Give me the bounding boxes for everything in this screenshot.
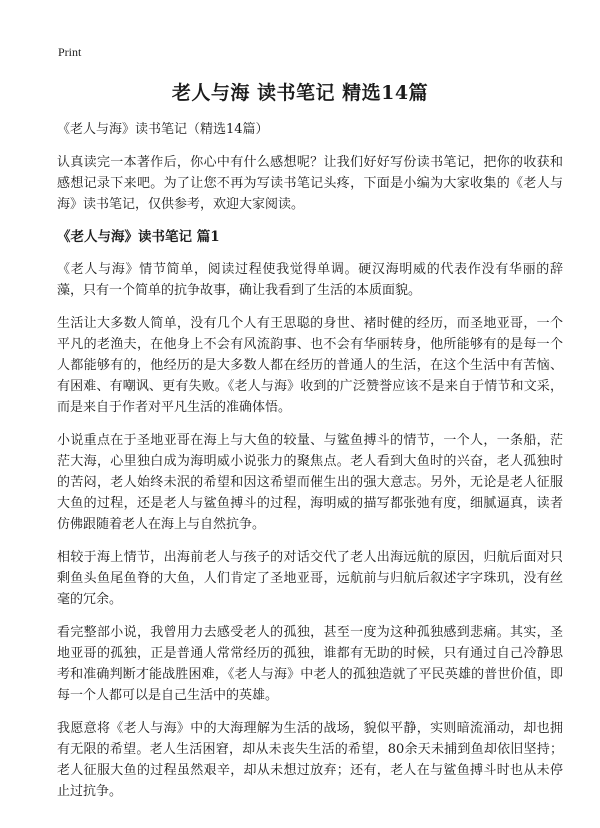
article-subtitle: 《老人与海》读书笔记（精选14篇）	[57, 122, 269, 137]
page-title: 老人与海 读书笔记 精选14篇	[171, 82, 429, 104]
article-body	[57, 120, 563, 814]
body-paragraph-5: 看完整部小说，我曾用力去感受老人的孤独，甚至一度为这种孤独感到悲痛。其实，圣地亚哥的孤独，正是普通人常常经历的孤独，谁都有无助的时候，只有通过自己冷静思考和准确判断才能战胜困难，《老人与海》中老人的孤独造就了平民英雄的普世价值，即每一个人都可以是自己生活中的英雄。	[57, 625, 563, 703]
intro-paragraph: 认真读完一本著作后，你心中有什么感想呢？让我们好好写份读书笔记，把你的收获和感想记录下来吧。为了让您不再为写读书笔记头疼，下面是小编为大家收集的《老人与海》读书笔记，仅供参考，欢迎大家阅读。	[57, 155, 563, 212]
body-paragraph-3: 小说重点在于圣地亚哥在海上与大鱼的较量、与鲨鱼搏斗的情节，一个人，一条船，茫茫大海，心里独白成为海明威小说张力的聚焦点。老人看到大鱼时的兴奋，老人孤独时的苦闷，老人始终未泯的希望和因这希望而催生出的强大意志。另外，无论是老人征服大鱼的过程，还是老人与鲨鱼搏斗的过程，海明威的描写都张弛有度，细腻逼真，读者仿佛跟随着老人在海上与自然抗争。	[57, 433, 563, 532]
body-paragraph-1: 《老人与海》情节简单，阅读过程使我觉得单调。硬汉海明威的代表作没有华丽的辞藻，只有一个简单的抗争故事，确让我看到了生活的本质面貌。	[57, 262, 563, 298]
body-paragraph-4: 相较于海上情节，出海前老人与孩子的对话交代了老人出海远航的原因，归航后面对只剩鱼头鱼尾鱼脊的大鱼，人们肯定了圣地亚哥，远航前与归航后叙述字字珠玑，没有丝毫的冗余。	[57, 550, 563, 607]
body-paragraph-6: 我愿意将《老人与海》中的大海理解为生活的战场，貌似平静，实则暗流涌动，却也拥有无限的希望。老人生活困窘，却从未丧失生活的希望，80余天未捕到鱼却依旧坚持；老人征服大鱼的过程虽然艰辛，却从未想过放弃；还有，老人在与鲨鱼搏斗时也从未停止过抗争。	[57, 721, 563, 799]
section-heading: 《老人与海》读书笔记 篇1	[57, 229, 220, 245]
body-paragraph-2: 生活让大多数人简单，没有几个人有王思聪的身世、褚时健的经历，而圣地亚哥，一个平凡的老渔夫，在他身上不会有风流韵事、也不会有华丽转身，他所能够有的是每一个人都能够有的，他经历的是大多数人都在经历的普通人的生活，在这个生活中有苦恼、有困难、有嘲讽、更有失败。《老人与海》收到的广泛赞誉应该不是来自于情节和文采，而是来自于作者对平凡生活的准确体悟。	[57, 316, 563, 415]
print-link[interactable]: Print	[58, 45, 82, 59]
